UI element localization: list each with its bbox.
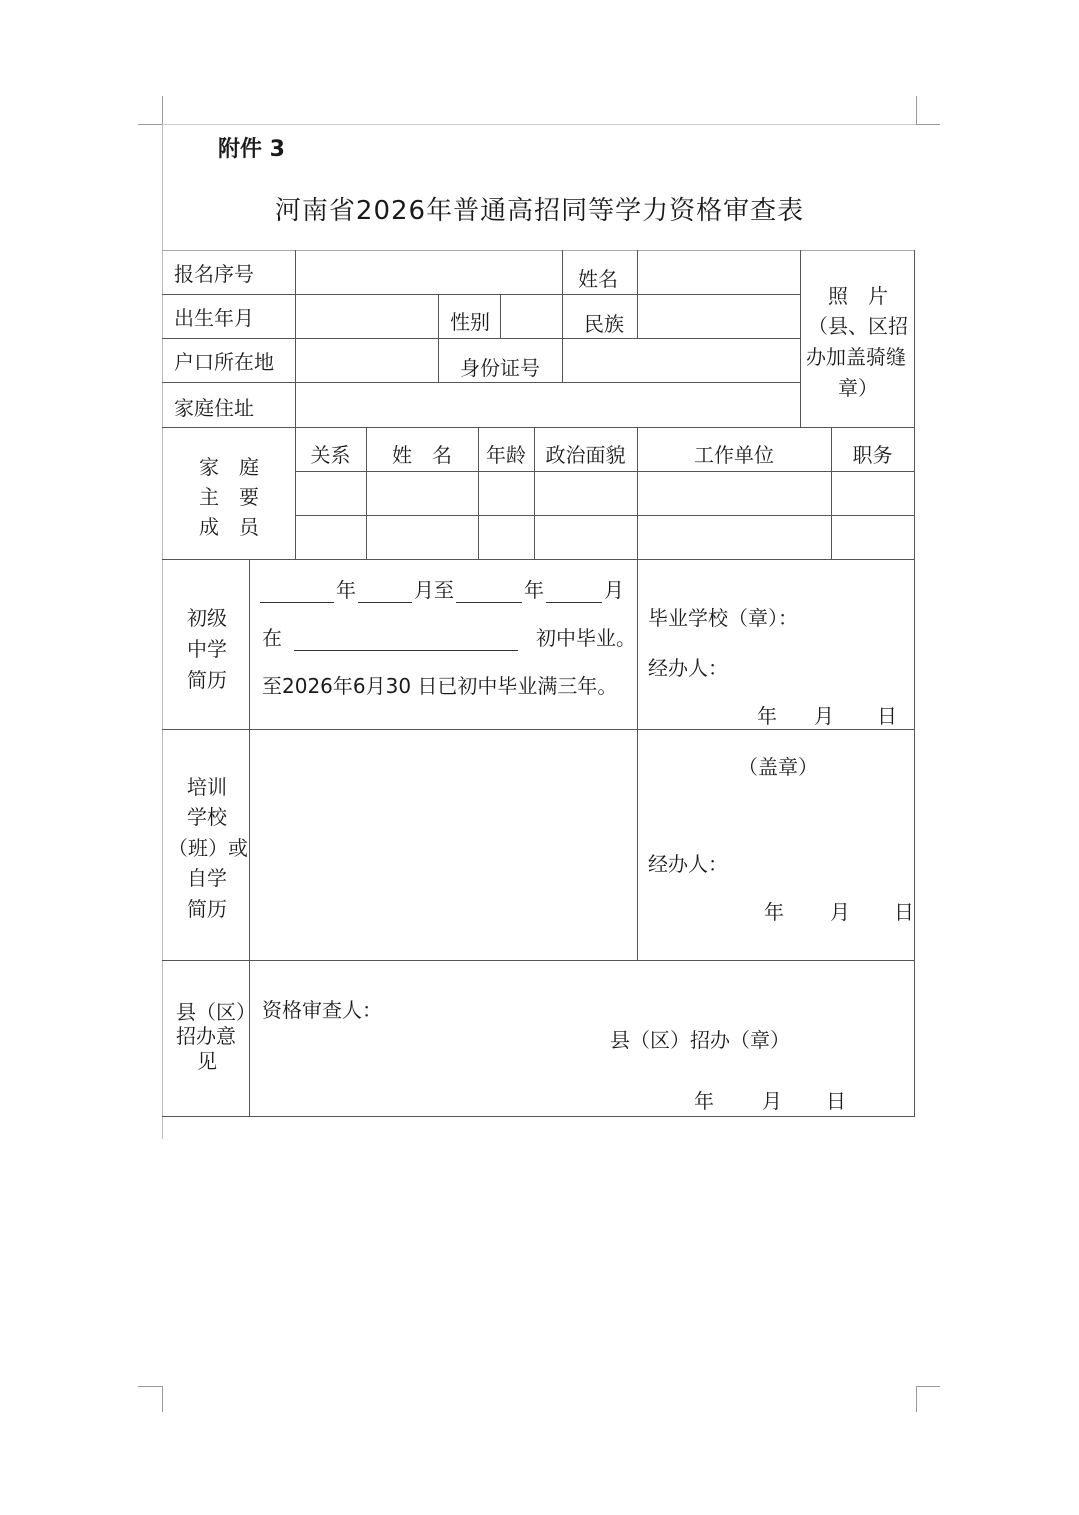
crop-mark [162,96,163,124]
address-label: 家庭住址 [174,396,254,420]
junior-year-word: 年 [524,578,544,602]
reg-no-label: 报名序号 [174,262,254,286]
training-seal: （盖章） [738,755,818,779]
junior-school-field[interactable] [294,626,518,650]
crop-mark [916,96,917,124]
training-date-month: 月 [830,900,850,924]
training-date-day: 日 [894,900,914,924]
family-label: 主 要 [199,485,259,509]
gender-label: 性别 [450,310,490,334]
family-label: 家 庭 [199,455,259,479]
junior-label: 中学 [187,637,227,661]
county-reviewer: 资格审查人： [262,998,382,1022]
junior-month-to-word: 月至 [414,578,454,602]
county-date-year: 年 [694,1089,714,1113]
reg-no-field[interactable] [297,252,561,293]
junior-in-word: 在 [262,626,282,650]
photo-label: 照 片 [828,284,888,308]
junior-three-years-text: 至2026年6月30 日已初中毕业满三年。 [262,674,618,698]
family-header-workplace: 工作单位 [694,443,774,467]
training-label: 简历 [187,897,227,921]
training-handler: 经办人： [648,852,728,876]
crop-mark [916,1386,917,1412]
name-label: 姓名 [578,267,618,291]
county-date-month: 月 [762,1089,782,1113]
photo-note: 办加盖骑缝 [806,345,906,369]
hukou-label: 户口所在地 [174,350,274,374]
crop-mark [138,124,162,125]
family-label: 成 员 [199,515,259,539]
photo-note: （县、区招 [808,314,908,338]
gender-field[interactable] [502,296,561,337]
family-header-relation: 关系 [310,443,351,467]
family-header-name: 姓 名 [392,443,452,467]
training-date-year: 年 [764,900,784,924]
family-header-age: 年龄 [486,443,526,467]
photo-note: 章） [838,376,878,400]
crop-mark [916,124,940,125]
ethnic-field[interactable] [639,296,799,337]
county-label: 县（区） [176,1000,256,1024]
crop-mark [916,1386,940,1387]
county-office-seal: 县（区）招办（章） [610,1028,790,1052]
id-no-label: 身份证号 [460,356,540,380]
id-no-field[interactable] [564,340,799,381]
county-label: 见 [197,1049,217,1073]
training-label: 自学 [187,866,227,890]
junior-handler: 经办人： [648,656,728,680]
junior-date-day: 日 [877,704,897,728]
junior-graduated-text: 初中毕业。 [536,626,636,650]
junior-date-month: 月 [814,704,834,728]
training-label: 培训 [187,775,227,799]
family-header-position: 职务 [852,443,893,467]
junior-year-word: 年 [336,578,356,602]
junior-school-seal: 毕业学校（章）： [648,606,798,630]
family-header-politics: 政治面貌 [545,443,626,467]
junior-label: 初级 [187,606,227,630]
ethnic-label: 民族 [584,312,624,336]
training-history-field[interactable] [252,732,635,958]
hukou-field[interactable] [297,340,437,381]
birth-label: 出生年月 [174,306,254,330]
junior-month-word: 月 [604,578,624,602]
page-title: 河南省2026年普通高招同等学力资格审查表 [274,196,805,226]
crop-mark [138,1386,162,1387]
family-row[interactable] [297,473,913,514]
crop-mark [162,1386,163,1412]
training-label: 学校 [187,805,227,829]
address-field[interactable] [297,384,799,426]
page-border [162,124,916,125]
name-field[interactable] [639,252,799,293]
county-label: 招办意 [176,1024,236,1048]
junior-date-year: 年 [757,704,777,728]
county-date-day: 日 [826,1089,846,1113]
junior-label: 简历 [187,668,227,692]
family-row[interactable] [297,517,913,558]
birth-field[interactable] [297,296,437,337]
attachment-label: 附件 3 [218,137,285,162]
page-border [162,124,163,1139]
training-label: （班）或 [168,836,248,860]
